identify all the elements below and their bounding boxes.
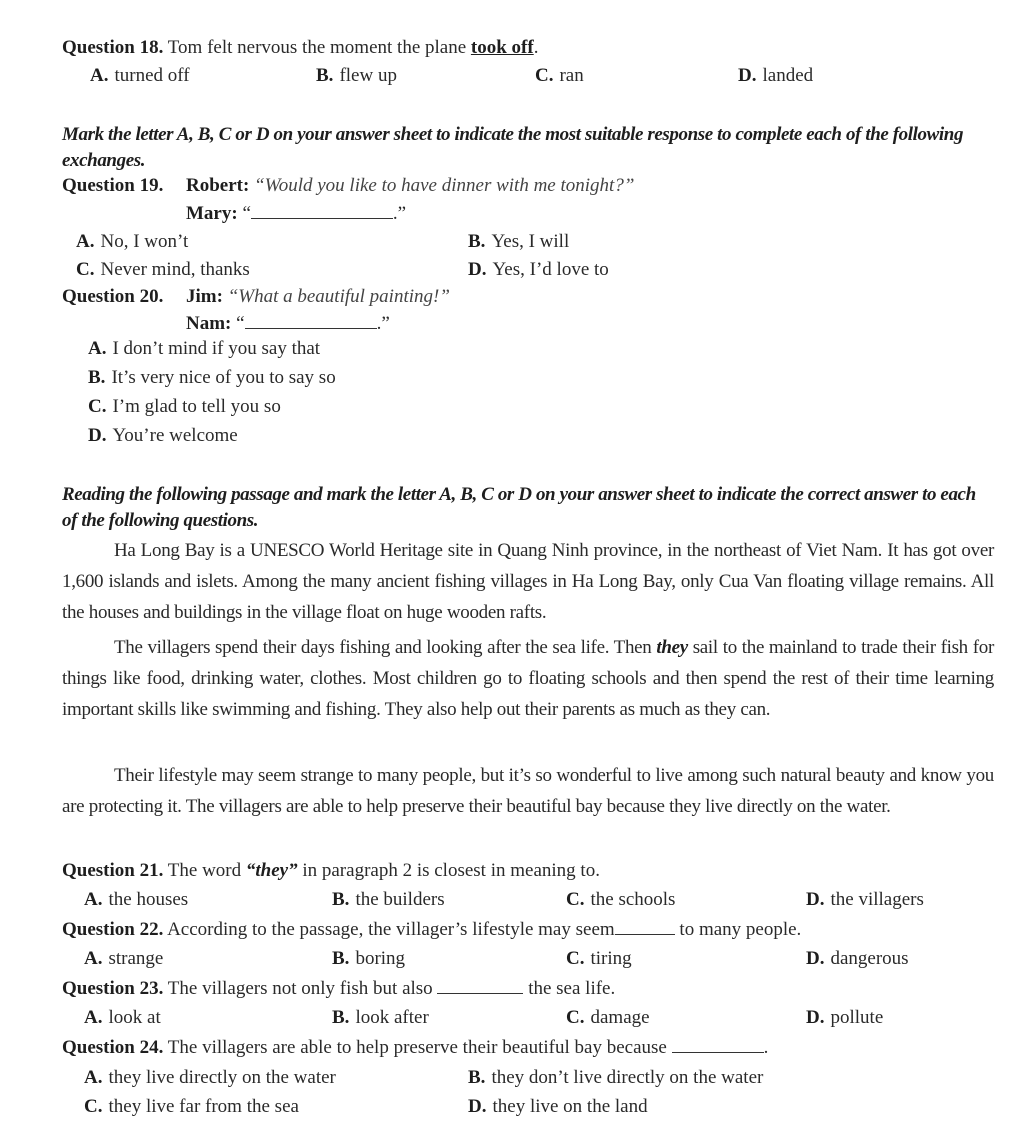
question-label: Question 21. — [62, 860, 164, 881]
option-text: they don’t live directly on the water — [491, 1067, 764, 1088]
question-label: Question 22. — [62, 919, 164, 940]
speaker-name: Mary: — [186, 203, 238, 224]
option-d[interactable] — [88, 424, 238, 448]
option-d[interactable] — [806, 888, 924, 912]
question-text: to many people. — [674, 919, 802, 940]
option-c[interactable] — [84, 1095, 299, 1119]
question-text: the sea life. — [523, 978, 616, 999]
option-a[interactable] — [84, 888, 188, 912]
open-quote: “ — [236, 313, 245, 334]
option-text: pollute — [830, 1007, 884, 1028]
question-text: . — [763, 1037, 769, 1058]
option-letter: A. — [84, 889, 103, 910]
option-text: the schools — [590, 889, 676, 910]
option-text: damage — [590, 1007, 650, 1028]
option-b[interactable] — [332, 1006, 429, 1030]
dialogue-line: “Would you like to have dinner with me tonight?” — [254, 175, 635, 196]
option-text: I’m glad to tell you so — [112, 396, 281, 417]
option-letter: A. — [84, 1067, 103, 1088]
option-letter: C. — [566, 1007, 585, 1028]
option-text: boring — [355, 948, 406, 969]
option-text: Yes, I will — [491, 231, 570, 252]
answer-blank — [672, 1038, 764, 1053]
option-d[interactable] — [468, 1095, 648, 1119]
option-letter: C. — [84, 1096, 103, 1117]
option-text: ran — [559, 65, 584, 86]
question-label: Question 18. — [62, 37, 164, 58]
option-text: the houses — [108, 889, 189, 910]
passage-paragraph-1: Ha Long Bay is a UNESCO World Heritage site in Quang Ninh province, in the northeast of Viet Nam. It has got over 1,600 islands and islets. Among the many ancient fishing villages in Ha Long Bay, only Cua Van floating village remains. All the houses and buildings in the village float on huge wooden rafts. — [62, 540, 994, 623]
question-text: The villagers are able to help preserve their beautiful bay because — [167, 1037, 672, 1058]
option-letter: B. — [332, 889, 350, 910]
question-label: Question 20. — [62, 286, 164, 307]
option-a[interactable] — [84, 1006, 161, 1030]
option-letter: C. — [566, 889, 585, 910]
option-c[interactable] — [88, 395, 281, 419]
option-a[interactable] — [88, 337, 320, 361]
option-text: they live directly on the water — [108, 1067, 336, 1088]
answer-blank — [615, 920, 675, 935]
question-label: Question 19. — [62, 175, 164, 196]
emphasized-word: they — [656, 637, 688, 658]
option-letter: A. — [88, 338, 107, 359]
option-letter: B. — [88, 367, 106, 388]
option-letter: D. — [88, 425, 107, 446]
option-text: dangerous — [830, 948, 909, 969]
option-c[interactable] — [566, 888, 675, 912]
option-c[interactable] — [76, 258, 250, 282]
option-c[interactable] — [535, 64, 584, 88]
option-b[interactable] — [468, 230, 569, 254]
option-b[interactable] — [316, 64, 397, 88]
passage-paragraph-3: Their lifestyle may seem strange to many people, but it’s so wonderful to live among such natural beauty and know you are protecting it. The villagers are able to help preserve their beautiful bay because they live directly on the water. — [62, 765, 994, 817]
instruction-exchanges: Mark the letter A, B, C or D on your answer sheet to indicate the most suitable response to complete each of the following exchanges. — [62, 124, 964, 171]
option-letter: D. — [468, 1096, 487, 1117]
dialogue-line: “What a beautiful painting!” — [227, 286, 450, 307]
option-letter: B. — [316, 65, 334, 86]
option-letter: B. — [468, 1067, 486, 1088]
answer-blank — [251, 204, 393, 219]
speaker-name: Nam: — [186, 313, 232, 334]
option-text: the villagers — [830, 889, 924, 910]
option-text: It’s very nice of you to say so — [111, 367, 336, 388]
question-21-stem — [62, 859, 600, 883]
option-text: landed — [762, 65, 814, 86]
option-text: No, I won’t — [100, 231, 189, 252]
question-text: The villagers not only fish but also — [167, 978, 438, 999]
option-b[interactable] — [332, 947, 405, 971]
option-letter: C. — [566, 948, 585, 969]
punctuation: . — [533, 37, 539, 58]
option-letter: A. — [84, 948, 103, 969]
option-letter: B. — [332, 1007, 350, 1028]
paragraph-text: sail to the mainland to trade their fish for things like food, drinking water, clothes. Most children go to floating schools and then spend the rest of their time learning important skills like swimming and fishing. They also help out their parents as much as they can. — [62, 637, 994, 720]
option-d[interactable] — [468, 258, 609, 282]
question-22-stem — [62, 918, 801, 942]
option-letter: D. — [806, 889, 825, 910]
question-19-response — [186, 202, 406, 226]
option-b[interactable] — [468, 1066, 763, 1090]
option-text: flew up — [339, 65, 397, 86]
question-20-response — [186, 312, 390, 336]
question-text: Tom felt nervous the moment the plane — [167, 37, 471, 58]
option-d[interactable] — [806, 1006, 883, 1030]
question-text: According to the passage, the villager’s lifestyle may seem — [167, 919, 615, 940]
question-20-stem — [62, 285, 450, 309]
option-text: I don’t mind if you say that — [112, 338, 321, 359]
question-24-stem — [62, 1036, 768, 1060]
question-label: Question 23. — [62, 978, 164, 999]
option-letter: D. — [806, 1007, 825, 1028]
option-letter: D. — [806, 948, 825, 969]
option-c[interactable] — [566, 947, 632, 971]
option-text: Never mind, thanks — [100, 259, 250, 280]
option-a[interactable] — [90, 64, 190, 88]
option-letter: D. — [468, 259, 487, 280]
option-c[interactable] — [566, 1006, 650, 1030]
passage-paragraph-2 — [62, 632, 994, 725]
option-letter: C. — [535, 65, 554, 86]
close-quote: .” — [392, 203, 407, 224]
option-text: look after — [355, 1007, 429, 1028]
option-a[interactable] — [84, 947, 163, 971]
answer-blank — [245, 314, 377, 329]
open-quote: “ — [242, 203, 251, 224]
option-letter: A. — [76, 231, 95, 252]
option-text: look at — [108, 1007, 161, 1028]
option-letter: A. — [90, 65, 109, 86]
option-text: strange — [108, 948, 164, 969]
speaker-name: Jim: — [186, 286, 223, 307]
underlined-phrase: took off — [470, 37, 534, 58]
option-text: Yes, I’d love to — [492, 259, 609, 280]
option-text: tiring — [590, 948, 632, 969]
option-b[interactable] — [88, 366, 336, 390]
question-text: in paragraph 2 is closest in meaning to. — [297, 860, 600, 881]
option-text: turned off — [114, 65, 190, 86]
option-letter: C. — [76, 259, 95, 280]
option-text: they live on the land — [492, 1096, 648, 1117]
question-label: Question 24. — [62, 1037, 164, 1058]
option-letter: A. — [84, 1007, 103, 1028]
question-text: The word — [167, 860, 246, 881]
option-letter: B. — [332, 948, 350, 969]
option-text: You’re welcome — [112, 425, 238, 446]
question-19-stem — [62, 174, 634, 198]
option-b[interactable] — [332, 888, 445, 912]
emphasized-word: “they” — [245, 860, 298, 881]
answer-blank — [437, 979, 523, 994]
option-a[interactable] — [76, 230, 188, 254]
option-text: the builders — [355, 889, 445, 910]
paragraph-text: The villagers spend their days fishing and looking after the sea life. Then — [114, 637, 657, 658]
option-text: they live far from the sea — [108, 1096, 299, 1117]
option-letter: D. — [738, 65, 757, 86]
question-23-stem — [62, 977, 615, 1001]
option-d[interactable] — [806, 947, 909, 971]
option-a[interactable] — [84, 1066, 336, 1090]
close-quote: .” — [376, 313, 390, 334]
question-18-stem — [62, 36, 538, 60]
speaker-name: Robert: — [186, 175, 250, 196]
option-letter: C. — [88, 396, 107, 417]
option-d[interactable] — [738, 64, 813, 88]
instruction-reading: Reading the following passage and mark the letter A, B, C or D on your answer sheet to indicate the correct answer to each of the following questions. — [62, 484, 976, 531]
option-letter: B. — [468, 231, 486, 252]
